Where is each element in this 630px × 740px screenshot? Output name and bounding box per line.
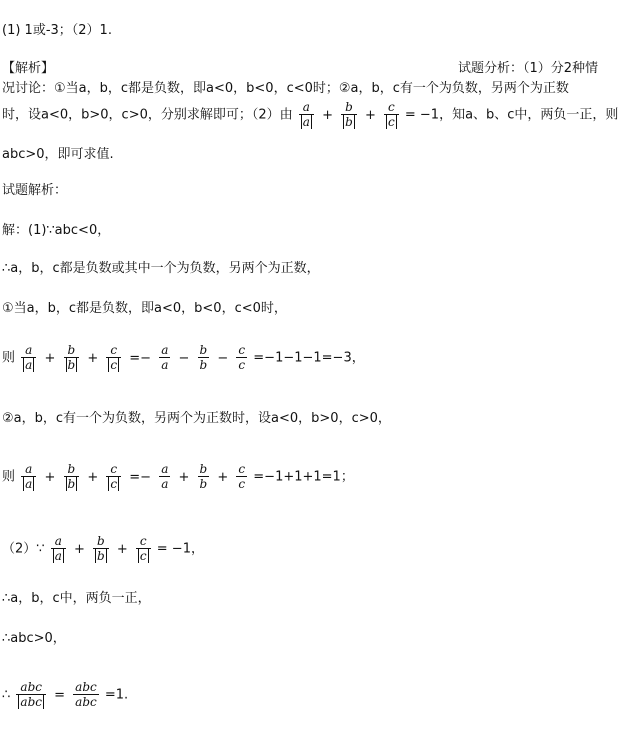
case2-condition: ②a，b，c有一个为负数，另两个为正数时，设a<0，b>0，c>0， — [2, 411, 391, 426]
analysis-line-2: 时，设a<0，b>0，c>0，分别求解即可；（2）由 $\frac{a}{a}$ + $\frac{b}{b}$ + $\frac{c}{c}$ = −1，知a、b、c中，两负一正，则 — [2, 100, 619, 129]
analysis-tag: 【解析】 — [2, 61, 55, 76]
solution-label: 试题解析： — [2, 183, 68, 198]
analysis-line-2-left: 时，设a<0，b>0，c>0，分别求解即可；（2）由 — [2, 107, 293, 123]
analysis-line-3: abc>0，即可求值. — [2, 147, 114, 162]
conclusion-2: ∴abc>0， — [2, 631, 66, 646]
final-equation: ∴ $\frac{\text{abc}}{\text{abc}}$ = $\frac{\text{abc}}{\text{abc}}$ =1. — [2, 680, 129, 709]
conclusion-1: ∴a，b，c中，两负一正， — [2, 591, 151, 606]
case2-result: =−1+1+1=1； — [253, 469, 354, 485]
step1-given: 解：(1)∵abc<0， — [2, 223, 111, 238]
analysis-label: 试题分析：（1）分2种情 — [458, 61, 599, 76]
case2-equation: 则 $\frac{a}{a}$ + $\frac{b}{b}$ + $\frac{c}{c}$ =− $\frac{a}{a}$ + $\frac{b}{b}$ + $\frac{c}{c}$ =−1+1+1=1； — [2, 462, 354, 491]
case1-result: =−1−1−1=−3， — [253, 350, 365, 366]
fraction-c-over-abs-c: $\frac{c}{c}$ — [384, 100, 399, 130]
answer-line: (1) 1或-3；（2）1. — [2, 23, 112, 38]
fraction-b-over-abs-b: $\frac{b}{b}$ — [341, 100, 357, 130]
fraction-a-over-abs-a: $\frac{a}{a}$ — [299, 100, 314, 130]
part2-equation: （2）∵ $\frac{a}{a}$ + $\frac{b}{b}$ + $\frac{c}{c}$ = −1， — [2, 534, 204, 563]
analysis-line-1: 况讨论：①当a，b，c都是负数，即a<0，b<0，c<0时；②a，b，c有一个为负数，另两个为正数 — [2, 81, 569, 96]
step1-conclusion: ∴a，b，c都是负数或其中一个为负数，另两个为正数， — [2, 261, 320, 276]
case1-equation: 则 $\frac{a}{a}$ + $\frac{b}{b}$ + $\frac{c}{c}$ =− $\frac{a}{a}$ − $\frac{b}{b}$ − $\frac{c}{c}$ =−1−1−1=−3， — [2, 343, 365, 372]
analysis-line-2-right: = −1，知a、b、c中，两负一正，则 — [404, 107, 619, 123]
case1-condition: ①当a，b，c都是负数，即a<0，b<0，c<0时， — [2, 301, 287, 316]
